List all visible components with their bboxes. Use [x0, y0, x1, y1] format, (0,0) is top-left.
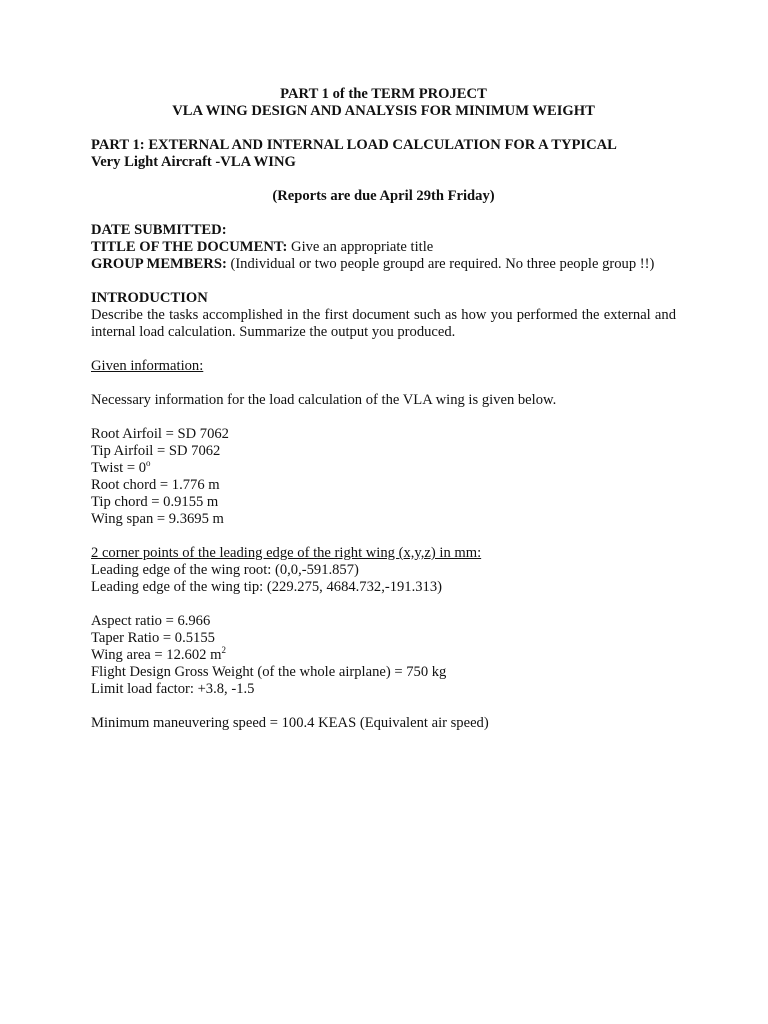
due-note: (Reports are due April 29th Friday) [272, 188, 495, 204]
document-title-field [91, 239, 676, 256]
root-airfoil: Root Airfoil = SD 7062 [91, 426, 229, 442]
aspect-ratio: Aspect ratio = 6.966 [91, 613, 211, 629]
wing-area-text: Wing area = 12.602 m [91, 647, 222, 663]
given-info-intro: Necessary information for the load calculation of the VLA wing is given below. [91, 392, 557, 408]
document-body [91, 86, 676, 732]
leading-edge-tip: Leading edge of the wing tip: (229.275, 4684.732,-191.313) [91, 579, 442, 595]
document-title-value: Give an appropriate title [287, 239, 434, 255]
given-info-heading [91, 358, 676, 375]
group-members-value: (Individual or two people groupd are required. No three people group !!) [226, 256, 655, 272]
spacer [91, 375, 676, 392]
spacer [91, 528, 676, 545]
title-line-2: VLA WING DESIGN AND ANALYSIS FOR MINIMUM WEIGHT [172, 103, 595, 119]
introduction-text: Describe the tasks accomplished in the first document such as how you performed the external and internal load calculation. Summarize the output you produced. [91, 307, 676, 340]
part1-heading-line-2: Very Light Aircraft -VLA WING [91, 154, 296, 170]
tip-airfoil: Tip Airfoil = SD 7062 [91, 443, 221, 459]
wing-area-exponent: 2 [221, 645, 226, 655]
title-line-1: PART 1 of the TERM PROJECT [280, 86, 487, 102]
taper-ratio: Taper Ratio = 0.5155 [91, 630, 215, 646]
wing-area [91, 647, 676, 664]
wing-span: Wing span = 9.3695 m [91, 511, 224, 527]
spacer [91, 120, 676, 137]
maneuvering-speed: Minimum maneuvering speed = 100.4 KEAS (Equivalent air speed) [91, 715, 489, 731]
spacer [91, 596, 676, 613]
corner-points-heading-text: 2 corner points of the leading edge of the right wing (x,y,z) in mm: [91, 545, 482, 561]
introduction-heading: INTRODUCTION [91, 290, 208, 306]
document-title-label: TITLE OF THE DOCUMENT: [91, 239, 288, 255]
twist-degree: o [146, 458, 151, 468]
spacer [91, 698, 676, 715]
gross-weight: Flight Design Gross Weight (of the whole airplane) = 750 kg [91, 664, 447, 680]
spacer [91, 341, 676, 358]
corner-points-heading [91, 545, 676, 562]
twist-text: Twist = 0 [91, 460, 147, 476]
group-members-field [91, 256, 676, 273]
spacer [91, 205, 676, 222]
spacer [91, 171, 676, 188]
date-submitted-label: DATE SUBMITTED: [91, 222, 227, 238]
spacer [91, 409, 676, 426]
part1-heading-line-1: PART 1: EXTERNAL AND INTERNAL LOAD CALCULATION FOR A TYPICAL [91, 137, 617, 153]
root-chord: Root chord = 1.776 m [91, 477, 220, 493]
spacer [91, 273, 676, 290]
limit-load-factor: Limit load factor: +3.8, -1.5 [91, 681, 255, 697]
twist [91, 460, 676, 477]
given-info-heading-text: Given information: [91, 358, 204, 374]
tip-chord: Tip chord = 0.9155 m [91, 494, 219, 510]
group-members-label: GROUP MEMBERS: [91, 256, 227, 272]
leading-edge-root: Leading edge of the wing root: (0,0,-591.857) [91, 562, 359, 578]
